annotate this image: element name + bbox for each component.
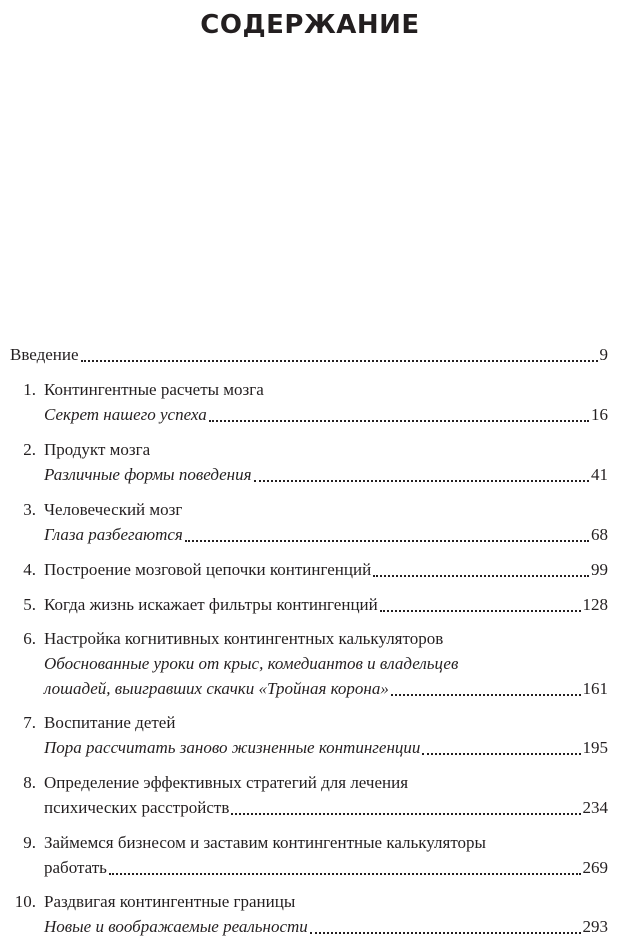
toc-chapter-9-line2[interactable] [0,856,620,880]
chapter-subtitle: Глаза разбегаются [44,525,183,544]
toc-chapter-10[interactable] [0,890,620,914]
toc-page-number: 293 [582,917,608,936]
chapter-number: 2. [23,440,36,459]
chapter-title: Контингентные расчеты мозга [44,380,264,399]
leader-dots [109,873,581,875]
toc-chapter-8[interactable] [0,771,620,795]
chapter-number: 3. [23,500,36,519]
toc-chapter-1[interactable] [0,378,620,402]
leader-dots [185,540,589,542]
chapter-number: 7. [23,713,36,732]
toc-chapter-5[interactable] [0,593,620,617]
chapter-title: Займемся бизнесом и заставим контингентные калькуляторы [44,833,486,852]
chapter-title: Продукт мозга [44,440,151,459]
chapter-subtitle: Новые и воображаемые реальности [44,917,308,936]
toc-chapter-6-subtitle-line2[interactable] [0,677,620,701]
chapter-number: 5. [23,595,36,614]
toc-chapter-1-subtitle[interactable] [0,403,620,427]
chapter-title: Человеческий мозг [44,500,183,519]
leader-dots [380,610,581,612]
page-title: СОДЕРЖАНИЕ [200,10,420,40]
toc-page-number: 68 [591,525,608,544]
toc-page-number: 128 [582,595,608,614]
chapter-subtitle: Различные формы поведения [44,465,252,484]
toc-page-number: 195 [582,738,608,757]
chapter-title: Определение эффективных стратегий для лечения [44,773,409,792]
toc-chapter-8-line2[interactable] [0,796,620,820]
toc-page-number: 99 [591,560,608,579]
leader-dots [391,694,581,696]
chapter-subtitle: Обоснованные уроки от крыс, комедиантов и владельцев [44,654,459,673]
chapter-title: работать [44,858,107,877]
leader-dots [209,420,589,422]
chapter-title: Раздвигая контингентные границы [44,892,296,911]
toc-page-number: 9 [599,345,608,364]
leader-dots [81,360,598,362]
chapter-number: 8. [23,773,36,792]
chapter-title: Построение мозговой цепочки контингенций [44,560,372,579]
leader-dots [373,575,589,577]
chapter-number: 10. [14,892,36,911]
chapter-title: психических расстройств [44,798,230,817]
leader-dots [231,813,580,815]
chapter-subtitle: Секрет нашего успеха [44,405,207,424]
chapter-title: Воспитание детей [44,713,176,732]
toc-page-number: 16 [591,405,608,424]
toc-chapter-10-subtitle[interactable] [0,915,620,939]
chapter-subtitle: лошадей, выигравших скачки «Тройная корона» [44,679,389,698]
toc-chapter-7[interactable] [0,711,620,735]
toc-chapter-2[interactable] [0,438,620,462]
chapter-subtitle: Пора рассчитать заново жизненные контингенции [44,738,421,757]
toc-page-number: 269 [582,858,608,877]
toc-chapter-7-subtitle[interactable] [0,736,620,760]
leader-dots [310,932,581,934]
toc-chapter-2-subtitle[interactable] [0,463,620,487]
chapter-number: 6. [23,629,36,648]
chapter-title: Настройка когнитивных контингентных калькуляторов [44,629,444,648]
chapter-title: Когда жизнь искажает фильтры контингенций [44,595,378,614]
toc-chapter-4[interactable] [0,558,620,582]
leader-dots [422,753,580,755]
toc-page-number: 234 [582,798,608,817]
chapter-number: 4. [23,560,36,579]
chapter-number: 1. [23,380,36,399]
toc-chapter-6-subtitle-line1[interactable] [0,652,620,676]
toc-page-number: 41 [591,465,608,484]
chapter-number: 9. [23,833,36,852]
toc-chapter-6[interactable] [0,627,620,651]
toc-entry-intro[interactable] [0,343,620,367]
toc-entry-title: Введение [10,345,79,364]
toc-chapter-3[interactable] [0,498,620,522]
leader-dots [254,480,589,482]
toc-chapter-9[interactable] [0,831,620,855]
toc-chapter-3-subtitle[interactable] [0,523,620,547]
toc-page-number: 161 [582,679,608,698]
